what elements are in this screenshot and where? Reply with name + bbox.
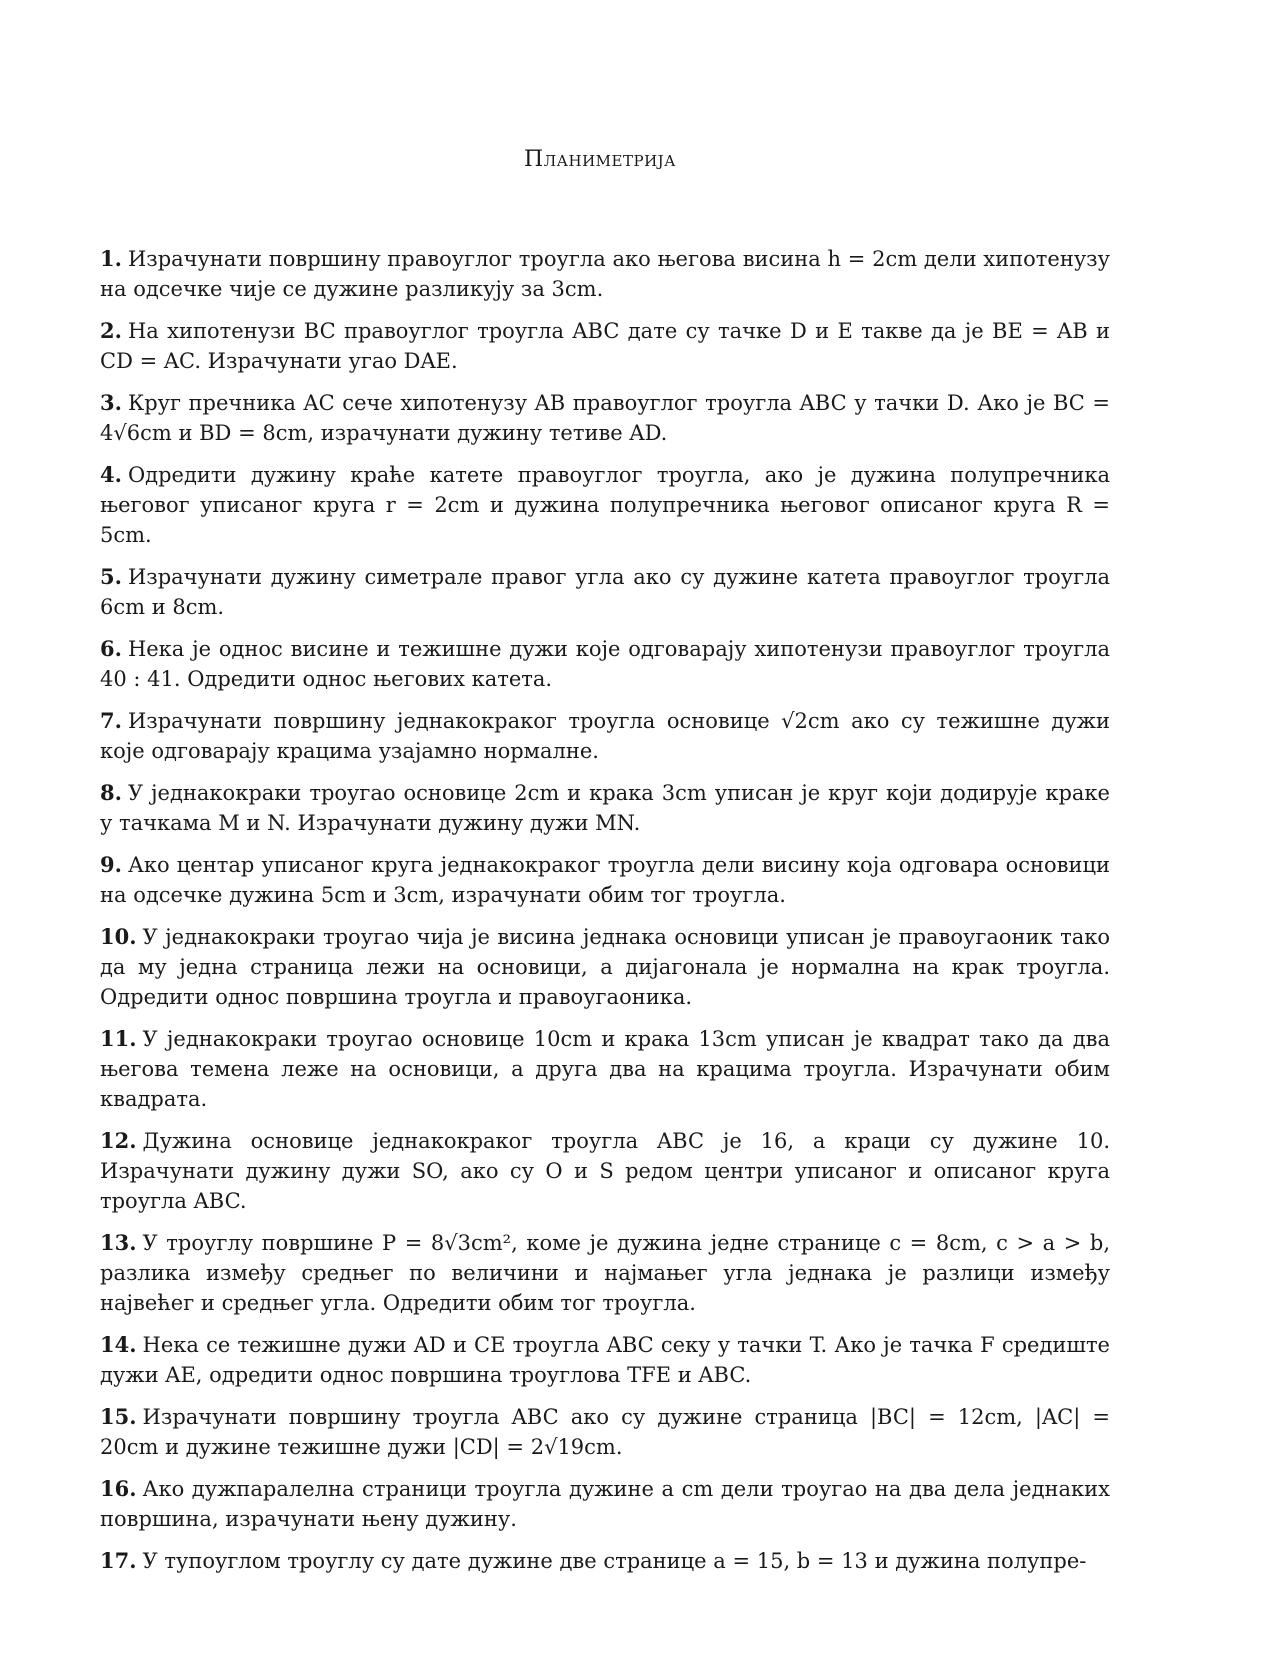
problem-item	[100, 1546, 1110, 1576]
problem-item	[100, 244, 1110, 304]
problem-item	[100, 316, 1110, 376]
problem-text: У тупоуглом троуглу су дате дужине две странице a = 15, b = 13 и дужина полупре-	[142, 1549, 1087, 1573]
problem-item	[100, 850, 1110, 910]
problem-item	[100, 1474, 1110, 1534]
problem-text: Дужина основице једнакокраког троугла ABC је 16, а краци су дужине 10. Израчунати дужину дужи SO, ако су O и S редом центри уписаног и описаног круга троугла ABC.	[100, 1129, 1110, 1213]
problem-number: 14.	[100, 1332, 137, 1357]
problem-text: Круг пречника AC сече хипотенузу AB правоуглог троугла ABC у тачки D. Ако је BC = 4√6cm и BD = 8cm, израчунати дужину тетиве AD.	[100, 391, 1110, 445]
problem-number: 5.	[100, 564, 122, 589]
problem-number: 11.	[100, 1026, 137, 1051]
problem-number: 3.	[100, 390, 122, 415]
problem-item	[100, 1330, 1110, 1390]
page-title: Планиметрија	[523, 147, 677, 172]
problem-number: 2.	[100, 318, 122, 343]
problem-text: У једнакокраки троугао основице 10cm и крака 13cm уписан је квадрат тако да два његова темена леже на основици, а друга два на крацима троугла. Израчунати обим квадрата.	[100, 1027, 1110, 1111]
problem-text: Израчунати површину правоуглог троугла ако његова висина h = 2cm дели хипотенузу на одсечке чије се дужине разликују за 3cm.	[100, 247, 1110, 301]
problem-number: 9.	[100, 852, 122, 877]
problem-text: Израчунати површину једнакокраког троугла основице √2cm ако су тежишне дужи које одговарају крацима узајамно нормалне.	[100, 709, 1110, 763]
problem-number: 4.	[100, 462, 122, 487]
problem-text: У једнакокраки троугао чија је висина једнака основици уписан је правоугаоник тако да му једна страница лежи на основици, а дијагонала је нормална на крак троугла. Одредити однос површина троугла и правоугаоника.	[100, 925, 1110, 1009]
problem-item	[100, 634, 1110, 694]
problem-text: У троуглу површине P = 8√3cm², коме је дужина једне странице c = 8cm, c > a > b, разлика између средњег по величини и најмањег угла једнака је разлици између највећег и средњег угла. Одредити обим тог троугла.	[100, 1231, 1110, 1315]
problem-text: Одредити дужину краће катете правоуглог троугла, ако је дужина полупречника његовог уписаног круга r = 2cm и дужина полупречника његовог описаног круга R = 5cm.	[100, 463, 1110, 547]
problem-text: Ако центар уписаног круга једнакокраког троугла дели висину која одговара основици на одсечке дужина 5cm и 3cm, израчунати обим тог троугла.	[100, 853, 1110, 907]
problem-item	[100, 1228, 1110, 1318]
problem-item	[100, 388, 1110, 448]
problem-item	[100, 1024, 1110, 1114]
problem-item	[100, 460, 1110, 550]
problem-item	[100, 922, 1110, 1012]
problem-text: На хипотенузи BC правоуглог троугла ABC дате су тачке D и E такве да је BE = AB и CD = AC. Израчунати угао DAE.	[100, 319, 1110, 373]
problem-text: Израчунати површину троугла ABC ако су дужине страница |BC| = 12cm, |AC| = 20cm и дужине тежишне дужи |CD| = 2√19cm.	[100, 1405, 1110, 1459]
problem-number: 6.	[100, 636, 122, 661]
problem-text: Нека се тежишне дужи AD и CE троугла ABC секу у тачки T. Ако је тачка F средиште дужи AE, одредити однос површина троуглова TFE и ABC.	[100, 1333, 1110, 1387]
problem-number: 17.	[100, 1548, 137, 1573]
problem-text: Нека је однос висине и тежишне дужи које одговарају хипотенузи правоуглог троугла 40 : 41. Одредити однос његових катета.	[100, 637, 1110, 691]
problem-number: 15.	[100, 1404, 137, 1429]
problem-item	[100, 1402, 1110, 1462]
problem-list	[100, 244, 1110, 1588]
problem-number: 10.	[100, 924, 137, 949]
problem-item	[100, 778, 1110, 838]
problem-item	[100, 706, 1110, 766]
problem-number: 7.	[100, 708, 122, 733]
problem-number: 13.	[100, 1230, 137, 1255]
problem-item	[100, 1126, 1110, 1216]
problem-text: У једнакокраки троугао основице 2cm и крака 3cm уписан је круг који додирује краке у тачкама M и N. Израчунати дужину дужи MN.	[100, 781, 1110, 835]
problem-item	[100, 562, 1110, 622]
problem-text: Ако дужпаралелна страници троугла дужине a cm дели троугао на два дела једнаких површина, израчунати њену дужину.	[100, 1477, 1110, 1531]
problem-number: 12.	[100, 1128, 137, 1153]
problem-number: 16.	[100, 1476, 137, 1501]
problem-number: 1.	[100, 246, 122, 271]
problem-text: Израчунати дужину симетрале правог угла ако су дужине катета правоуглог троугла 6cm и 8cm.	[100, 565, 1110, 619]
problem-number: 8.	[100, 780, 122, 805]
